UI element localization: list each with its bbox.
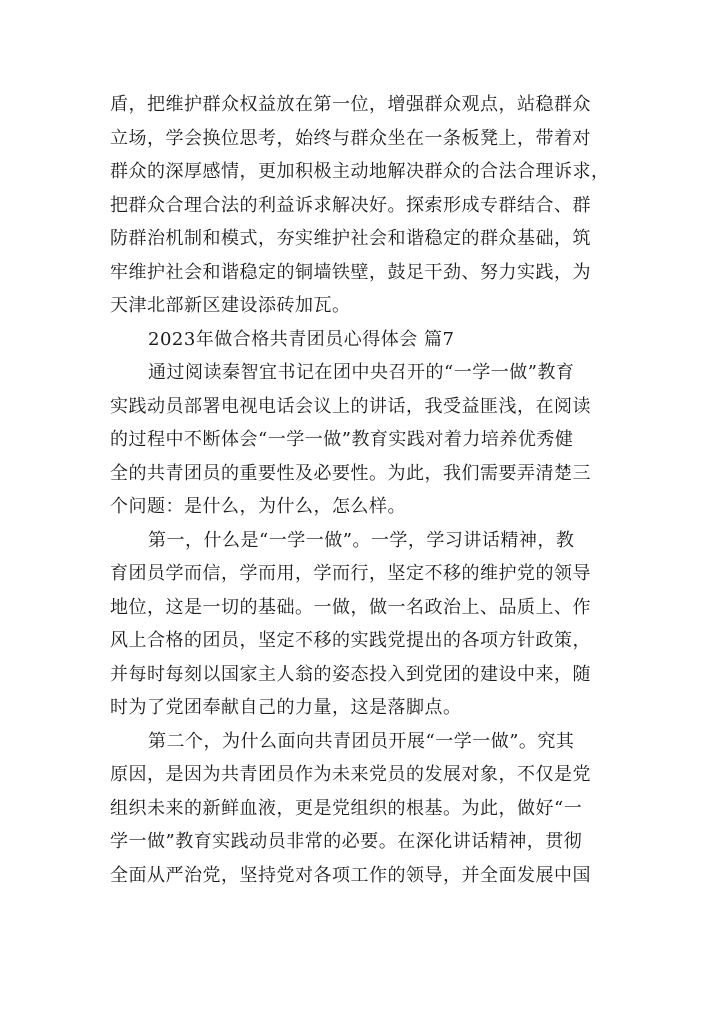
text-line: 风上合格的团员，坚定不移的实践党提出的各项方针政策， [110,630,591,651]
text-line: 地位，这是一切的基础。一做，做一名政治上、品质上、作 [110,596,591,618]
text-line: 育团员学而信，学而用，学而行，坚定不移的维护党的领导 [110,563,591,584]
text-line: 天津北部新区建设添砖加瓦。 [110,295,351,316]
section-heading: 2023年做合格共青团员心得体会 篇7 [148,328,455,350]
text-line: 第一，什么是“一学一做”。一学，学习讲话精神，教 [148,529,575,551]
text-line: 并每时每刻以国家主人翁的姿态投入到党团的建设中来，随 [110,663,591,685]
text-line: 立场，学会换位思考，始终与群众坐在一条板凳上，带着对 [110,127,591,149]
text-line: 盾，把维护群众权益放在第一位，增强群众观点，站稳群众 [110,94,591,115]
text-line: 的过程中不断体会“一学一做”教育实践对着力培养优秀健 [110,429,574,450]
document-body [110,88,620,892]
text-line: 第二个，为什么面向共青团员开展“一学一做”。究其 [148,730,575,752]
text-line: 把群众合理合法的利益诉求解决好。探索形成专群结合、群 [110,194,591,216]
text-line: 全面从严治党，坚持党对各项工作的领导，并全面发展中国 [110,864,591,886]
text-line: 个问题：是什么，为什么，怎么样。 [110,496,406,517]
text-line: 原因，是因为共青团员作为未来党员的发展对象，不仅是党 [110,764,591,785]
text-line: 组织未来的新鲜血液，更是党组织的根基。为此，做好“一 [110,797,583,819]
text-line: 时为了党团奉献自己的力量，这是落脚点。 [110,697,462,718]
text-line: 实践动员部署电视电话会议上的讲话，我受益匪浅，在阅读 [110,395,591,417]
text-line: 通过阅读秦智宜书记在团中央召开的“一学一做”教育 [148,362,575,383]
text-line: 群众的深厚感情，更加积极主动地解决群众的合法合理诉求， [110,161,610,182]
text-line: 防群治机制和模式，夯实维护社会和谐稳定的群众基础，筑 [110,228,591,249]
text-line: 学一做”教育实践动员非常的必要。在深化讲话精神，贯彻 [110,831,583,852]
text-line: 牢维护社会和谐稳定的铜墙铁壁，鼓足干劲、努力实践，为 [110,261,591,283]
text-line: 全的共青团员的重要性及必要性。为此，我们需要弄清楚三 [110,462,591,484]
